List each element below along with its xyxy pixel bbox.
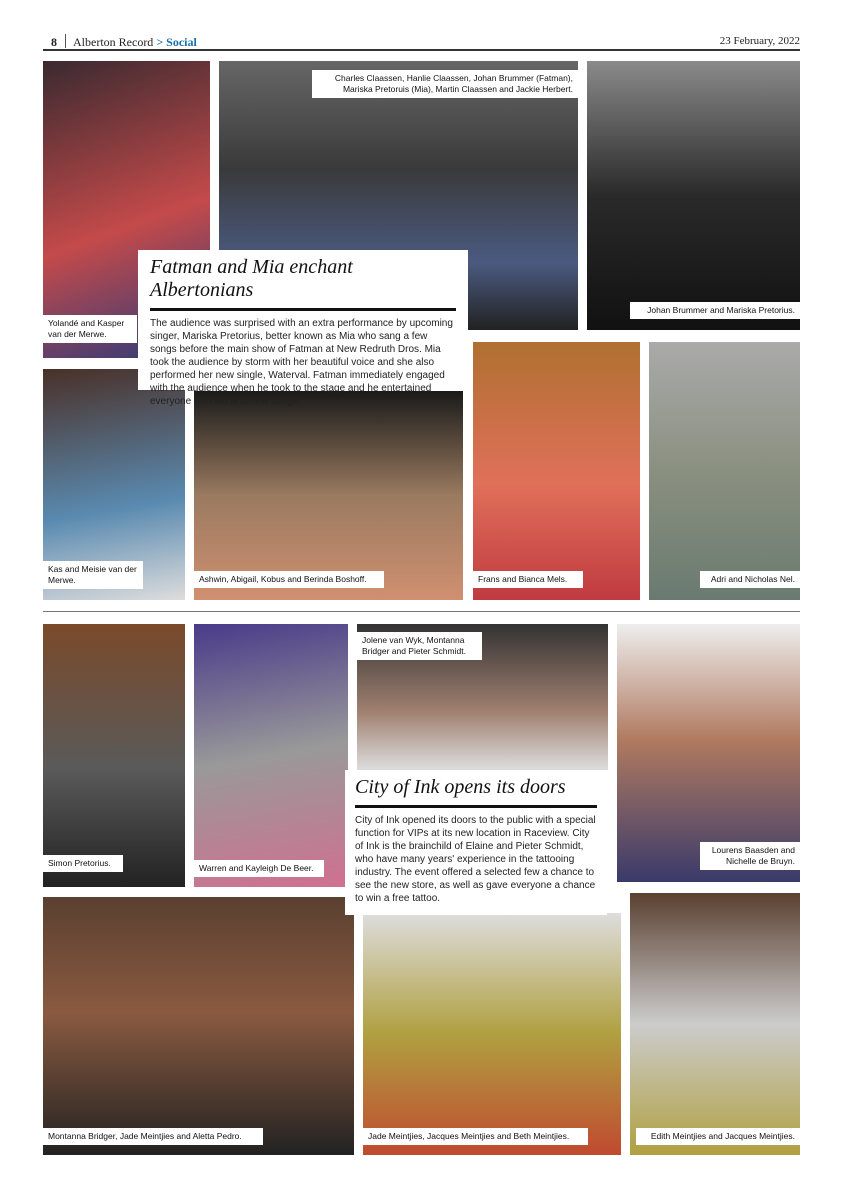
photo-caption: Kas and Meisie van der Merwe.: [43, 561, 143, 589]
photo-caption: Jolene van Wyk, Montanna Bridger and Pieter Schmidt.: [357, 632, 482, 660]
section-divider: [43, 611, 800, 612]
article-headline: City of Ink opens its doors: [355, 776, 597, 808]
photo-caption: Charles Claassen, Hanlie Claassen, Johan Brummer (Fatman), Mariska Pretoruis (Mia), Martin Claassen and Jackie Herbert.: [312, 70, 578, 98]
photo-9: [194, 624, 348, 887]
photo-caption: Adri and Nicholas Nel.: [700, 571, 800, 588]
photo-7: [649, 342, 800, 600]
photo-3: [587, 61, 800, 330]
issue-date: 23 February, 2022: [719, 35, 800, 47]
photo-caption: Edith Meintjies and Jacques Meintjies.: [636, 1128, 800, 1145]
photo-6: [473, 342, 640, 600]
photo-caption: Frans and Bianca Mels.: [473, 571, 583, 588]
photo-caption: Jade Meintjies, Jacques Meintjies and Beth Meintjies.: [363, 1128, 588, 1145]
photo-caption: Ashwin, Abigail, Kobus and Berinda Boshoff.: [194, 571, 384, 588]
header-divider: [65, 34, 66, 48]
publication-name: Alberton Record: [73, 35, 154, 49]
article-body: City of Ink opened its doors to the public with a special function for VIPs at its new location in Raceview. City of Ink is the brainchild of Elaine and Pieter Schmidt, who have many years' experience in the tattooing industry. The event offered a selected few a chance to see the new store, as well as gave everyone a chance to win a free tattoo.: [355, 815, 596, 904]
page-header: [43, 34, 800, 51]
article-headline: Fatman and Mia enchant Albertonians: [150, 256, 456, 311]
photo-5: [194, 391, 463, 600]
photo-12: [43, 897, 354, 1155]
photo-caption: Lourens Baasden and Nichelle de Bruyn.: [700, 842, 800, 870]
breadcrumb: [73, 35, 197, 50]
page-number: 8: [51, 35, 57, 49]
photo-13: [363, 913, 621, 1155]
photo-14: [630, 893, 800, 1155]
photo-8: [43, 624, 185, 887]
photo-caption: Johan Brummer and Mariska Pretorius.: [630, 302, 800, 319]
article-body: The audience was surprised with an extra performance by upcoming singer, Mariska Pretorius, better known as Mia who sang a few songs before the main show of Fatman at New Redruth Dros. Mia took the audience by storm with her beautiful voice and she also performed her new single, Waterval. Fatman immediately engaged with the audience when he took to the stage and he entertained everyone with old and new songs.: [150, 318, 453, 407]
photo-caption: Montanna Bridger, Jade Meintjies and Aletta Pedro.: [43, 1128, 263, 1145]
photo-caption: Simon Pretorius.: [43, 855, 123, 872]
photo-caption: Yolandé and Kasper van der Merwe.: [43, 315, 137, 343]
breadcrumb-separator: >: [156, 35, 164, 49]
photo-caption: Warren and Kayleigh De Beer.: [194, 860, 324, 877]
section-name: Social: [166, 35, 197, 49]
article-city-of-ink: [345, 770, 607, 915]
article-fatman-mia: [138, 250, 468, 407]
